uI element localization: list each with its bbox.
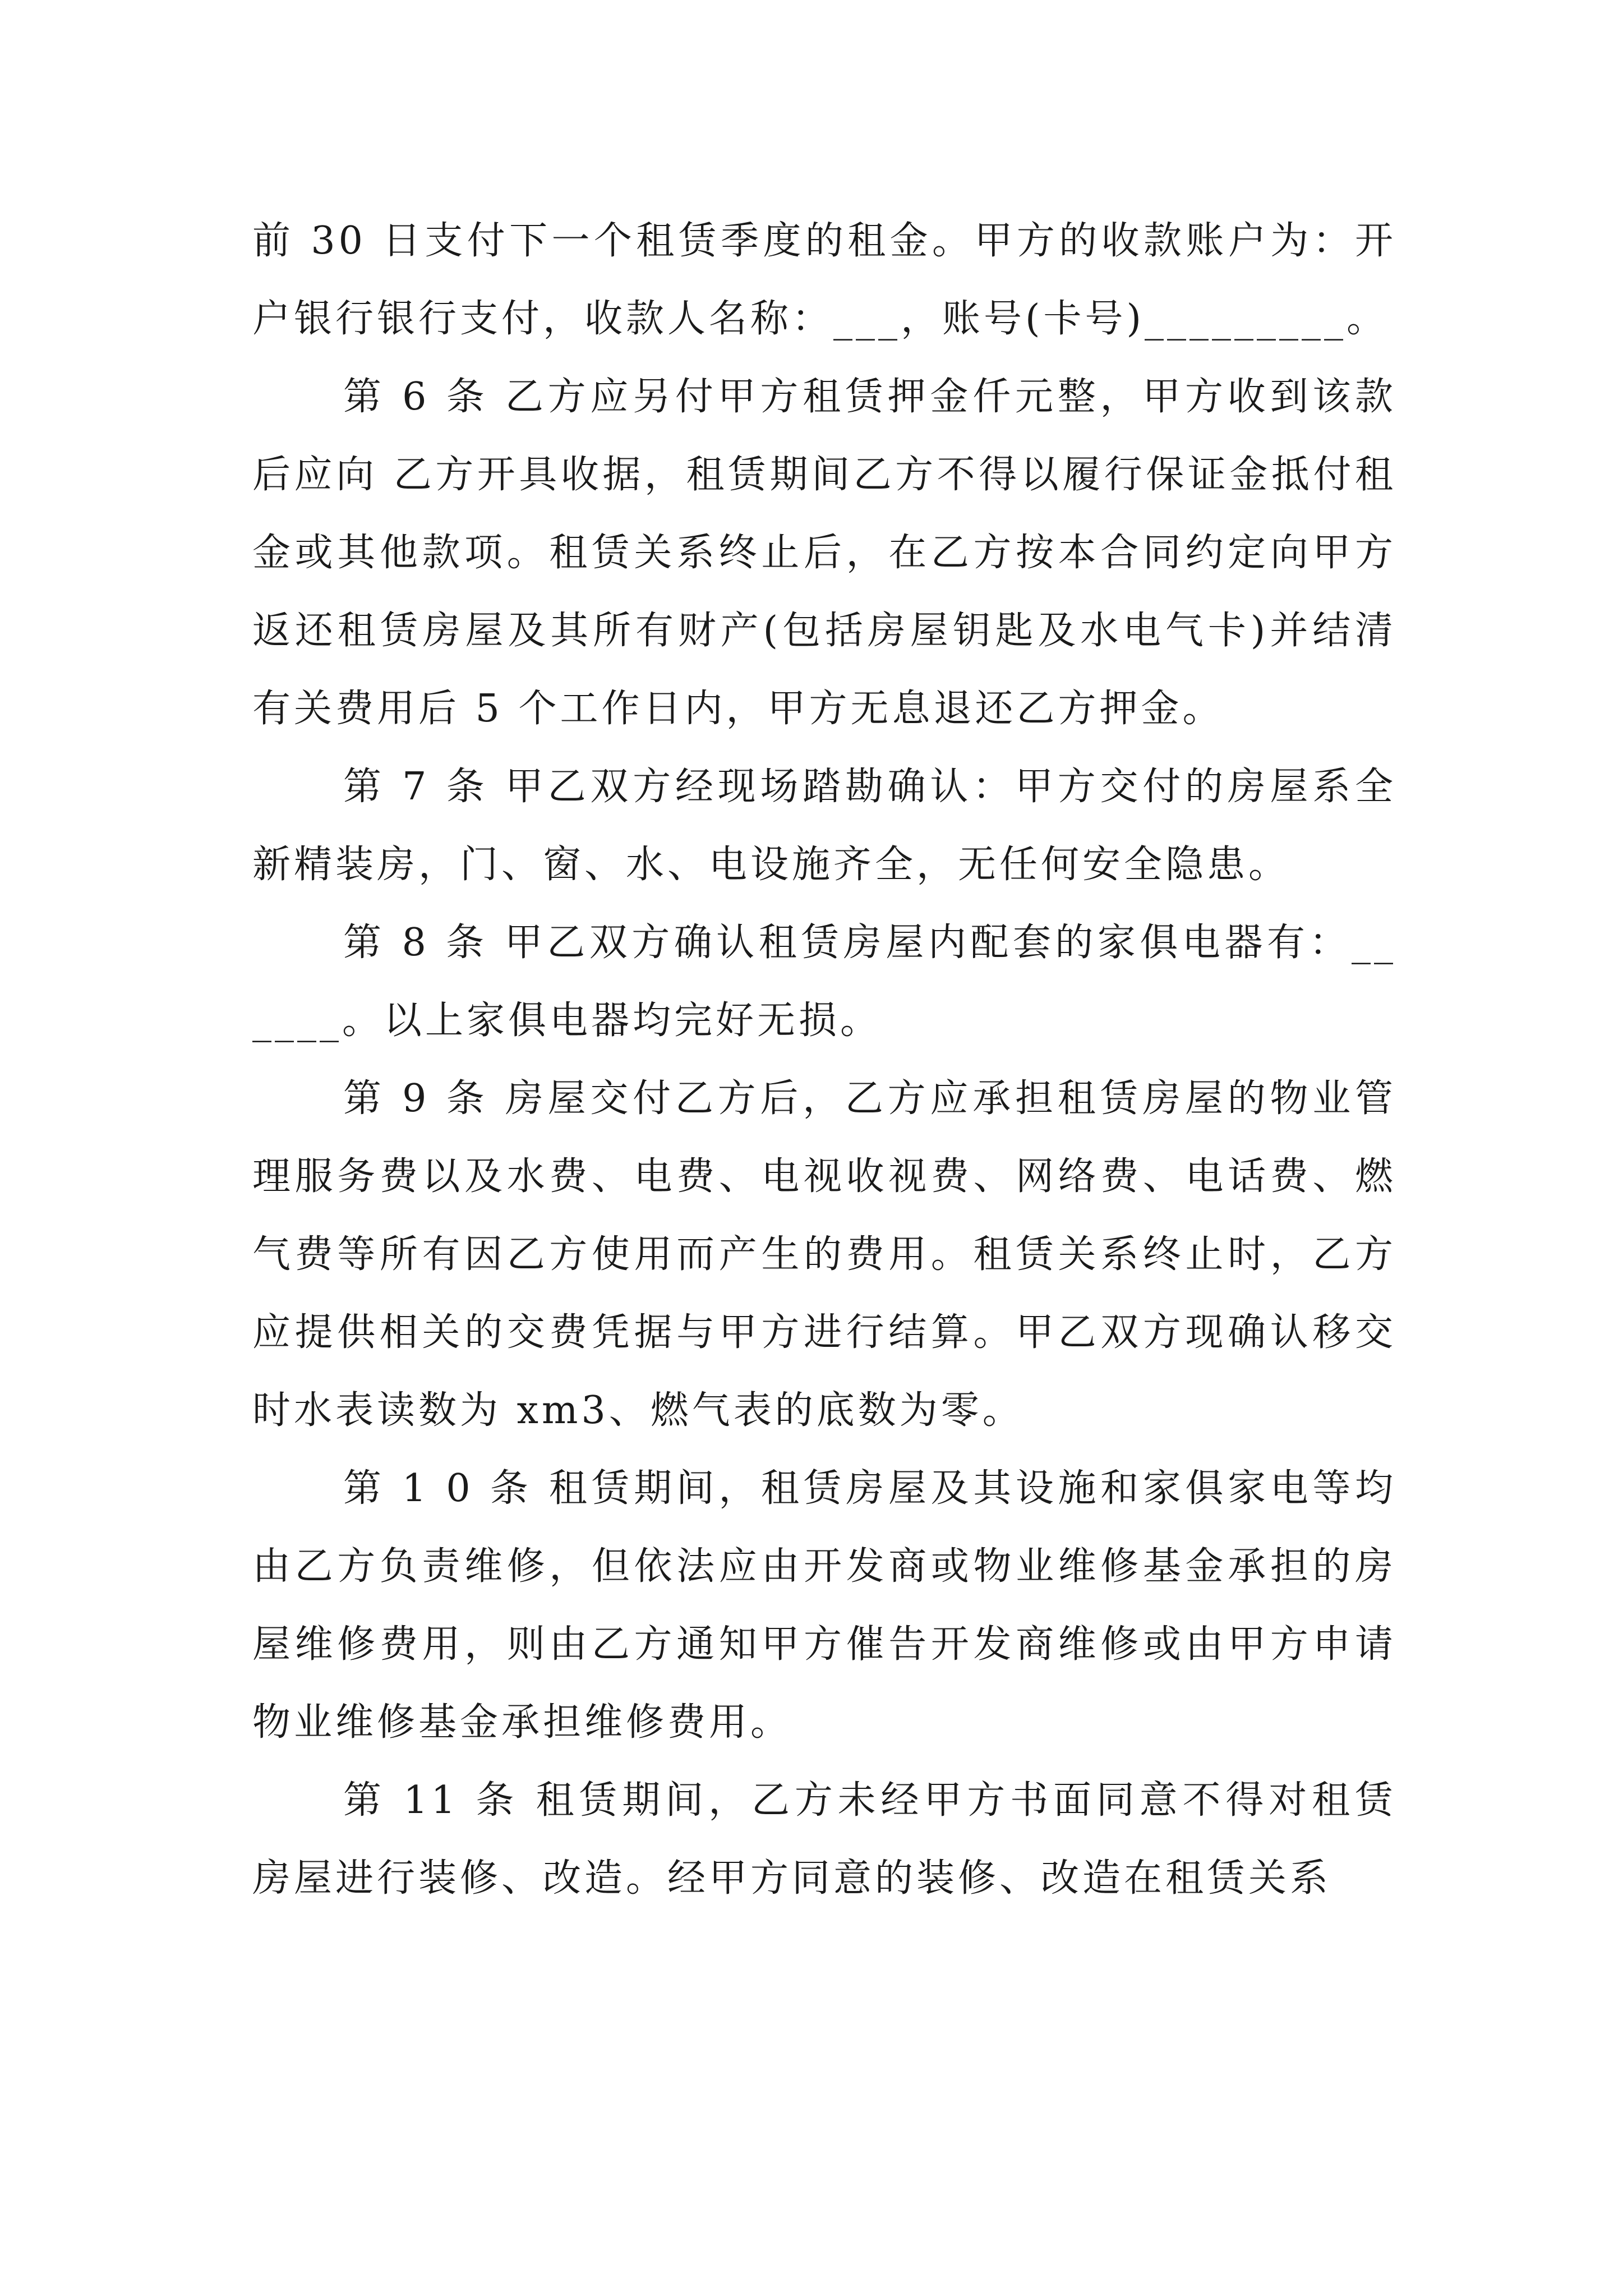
paragraph-article-10: 第 1 0 条 租赁期间，租赁房屋及其设施和家俱家电等均由乙方负责维修，但依法应由开发商或物业维修基金承担的房屋维修费用，则由乙方通知甲方催告开发商维修或由甲方申请物业维修基金承担维修费用。 [252, 1466, 1396, 1745]
paragraph-article-8: 第 8 条 甲乙双方确认租赁房屋内配套的家俱电器有：______。以上家俱电器均完好无损。 [252, 921, 1396, 1043]
paragraph-article-7: 第 7 条 甲乙双方经现场踏勘确认：甲方交付的房屋系全新精装房，门、窗、水、电设施齐全，无任何安全隐患。 [252, 765, 1396, 887]
paragraph-article-6: 第 6 条 乙方应另付甲方租赁押金仟元整，甲方收到该款后应向 乙方开具收据，租赁期间乙方不得以履行保证金抵付租金或其他款项。租赁关系终止后，在乙方按本合同约定向甲方返还租赁房屋及其所有财产(包括房屋钥匙及水电气卡)并结清有关费用后 5 个工作日内，甲方无息退还乙方押金。 [252, 375, 1396, 731]
document-body [252, 202, 1396, 1917]
paragraph-article-11: 第 11 条 租赁期间，乙方未经甲方书面同意不得对租赁房屋进行装修、改造。经甲方同意的装修、改造在租赁关系 [252, 1778, 1396, 1901]
paragraph-continuation: 前 30 日支付下一个租赁季度的租金。甲方的收款账户为：开户银行银行支付，收款人名称：___，账号(卡号)_________。 [252, 219, 1396, 341]
paragraph-article-9: 第 9 条 房屋交付乙方后，乙方应承担租赁房屋的物业管理服务费以及水费、电费、电视收视费、网络费、电话费、燃气费等所有因乙方使用而产生的费用。租赁关系终止时，乙方应提供相关的交费凭据与甲方进行结算。甲乙双方现确认移交时水表读数为 xm3、燃气表的底数为零。 [252, 1076, 1396, 1433]
